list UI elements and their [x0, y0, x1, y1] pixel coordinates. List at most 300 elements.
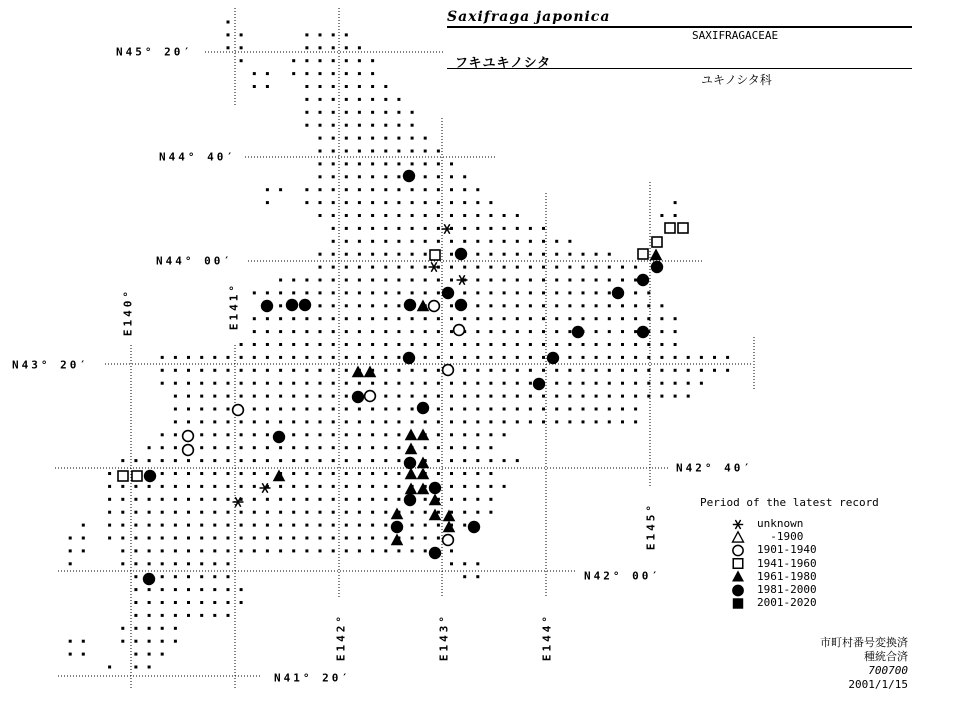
mesh-dot: [463, 395, 466, 398]
mesh-dot: [371, 150, 374, 153]
mesh-dot: [240, 459, 243, 462]
mesh-dot: [542, 291, 545, 294]
mesh-dot: [463, 227, 466, 230]
record-marker-circle-filled[interactable]: [403, 170, 415, 182]
mesh-dot: [437, 382, 440, 385]
mesh-dot: [319, 446, 322, 449]
mesh-dot: [503, 317, 506, 320]
mesh-dot: [371, 408, 374, 411]
record-marker-circle-filled[interactable]: [637, 326, 649, 338]
mesh-dot: [371, 524, 374, 527]
mesh-dot: [345, 175, 348, 178]
mesh-dot: [174, 408, 177, 411]
legend-item: [700, 570, 879, 583]
mesh-dot: [437, 524, 440, 527]
mesh-dot: [253, 330, 256, 333]
mesh-dot: [384, 214, 387, 217]
footer-line: 市町村番号変換済: [820, 636, 908, 649]
mesh-dot: [240, 59, 243, 62]
mesh-dot: [134, 498, 137, 501]
legend-label: unknown: [757, 517, 804, 531]
mesh-dot: [384, 317, 387, 320]
mesh-dot: [292, 524, 295, 527]
mesh-dot: [463, 240, 466, 243]
mesh-dot: [529, 408, 532, 411]
mesh-dot: [476, 498, 479, 501]
mesh-dot: [411, 524, 414, 527]
record-marker-triangle-filled[interactable]: [417, 483, 430, 495]
record-marker-circle-filled[interactable]: [404, 494, 416, 506]
record-marker-circle-filled[interactable]: [637, 274, 649, 286]
record-marker-circle-filled[interactable]: [429, 482, 441, 494]
mesh-dot: [463, 317, 466, 320]
mesh-dot: [358, 433, 361, 436]
mesh-dot: [437, 537, 440, 540]
mesh-dot: [345, 46, 348, 49]
record-marker-circle-filled[interactable]: [612, 287, 624, 299]
mesh-dot: [437, 214, 440, 217]
mesh-dot: [253, 485, 256, 488]
record-marker-triangle-filled: [732, 571, 744, 582]
mesh-dot: [240, 588, 243, 591]
mesh-dot: [345, 137, 348, 140]
record-marker-triangle-filled[interactable]: [429, 509, 442, 521]
mesh-dot: [227, 485, 230, 488]
mesh-dot: [266, 498, 269, 501]
mesh-dot: [397, 124, 400, 127]
record-marker-circle-open[interactable]: [443, 535, 454, 546]
mesh-dot: [213, 485, 216, 488]
record-marker-triangle-filled[interactable]: [417, 468, 430, 480]
record-marker-circle-filled[interactable]: [261, 300, 273, 312]
mesh-dot: [450, 201, 453, 204]
latitude-label: N44° 00′: [156, 254, 233, 268]
mesh-dot: [397, 459, 400, 462]
mesh-dot: [503, 291, 506, 294]
mesh-dot: [187, 420, 190, 423]
mesh-dot: [345, 253, 348, 256]
mesh-dot: [279, 420, 282, 423]
record-marker-circle-filled[interactable]: [455, 248, 467, 260]
legend-symbol-square-open: [728, 556, 748, 570]
mesh-dot: [516, 214, 519, 217]
record-marker-triangle-filled[interactable]: [650, 249, 663, 261]
record-marker-circle-open[interactable]: [183, 445, 194, 456]
mesh-dot: [700, 382, 703, 385]
mesh-dot: [529, 382, 532, 385]
mesh-dot: [345, 111, 348, 114]
mesh-dot: [227, 382, 230, 385]
mesh-dot: [384, 253, 387, 256]
mesh-dot: [161, 653, 164, 656]
mesh-dot: [332, 433, 335, 436]
mesh-dot: [634, 304, 637, 307]
mesh-dot: [240, 433, 243, 436]
record-marker-triangle-filled[interactable]: [273, 470, 286, 482]
mesh-dot: [161, 498, 164, 501]
mesh-dot: [305, 111, 308, 114]
mesh-dot: [121, 485, 124, 488]
mesh-dot: [489, 498, 492, 501]
mesh-dot: [411, 150, 414, 153]
mesh-dot: [332, 382, 335, 385]
mesh-dot: [384, 304, 387, 307]
legend-label: 1901-1940: [757, 543, 817, 557]
mesh-dot: [358, 214, 361, 217]
mesh-dot: [345, 524, 348, 527]
mesh-dot: [108, 511, 111, 514]
record-marker-triangle-filled[interactable]: [443, 521, 456, 533]
mesh-dot: [358, 85, 361, 88]
mesh-dot: [397, 343, 400, 346]
mesh-dot: [503, 227, 506, 230]
mesh-dot: [516, 408, 519, 411]
mesh-dot: [358, 356, 361, 359]
mesh-dot: [200, 614, 203, 617]
mesh-dot: [319, 511, 322, 514]
mesh-dot: [266, 356, 269, 359]
mesh-dot: [384, 175, 387, 178]
mesh-dot: [187, 356, 190, 359]
mesh-dot: [397, 472, 400, 475]
mesh-dot: [332, 227, 335, 230]
mesh-dot: [424, 188, 427, 191]
mesh-dot: [397, 498, 400, 501]
mesh-dot: [108, 472, 111, 475]
record-marker-circle-filled[interactable]: [404, 299, 416, 311]
mesh-dot: [148, 511, 151, 514]
mesh-dot: [595, 330, 598, 333]
mesh-dot: [634, 279, 637, 282]
mesh-dot: [503, 214, 506, 217]
record-marker-square-open[interactable]: [678, 223, 688, 233]
mesh-dot: [397, 408, 400, 411]
mesh-dot: [529, 369, 532, 372]
mesh-dot: [332, 369, 335, 372]
mesh-dot: [319, 162, 322, 165]
mesh-dot: [437, 369, 440, 372]
mesh-dot: [384, 150, 387, 153]
mesh-dot: [384, 240, 387, 243]
record-marker-asterisk[interactable]: [429, 262, 440, 272]
mesh-dot: [200, 408, 203, 411]
record-marker-circle-filled[interactable]: [286, 299, 298, 311]
mesh-dot: [332, 72, 335, 75]
mesh-dot: [371, 214, 374, 217]
mesh-dot: [161, 549, 164, 552]
record-marker-circle-filled[interactable]: [429, 547, 441, 559]
mesh-dot: [108, 498, 111, 501]
record-marker-square-open[interactable]: [665, 223, 675, 233]
mesh-dot: [279, 549, 282, 552]
mesh-dot: [305, 291, 308, 294]
record-marker-circle-open[interactable]: [183, 431, 194, 442]
mesh-dot: [213, 498, 216, 501]
mesh-dot: [253, 382, 256, 385]
mesh-dot: [582, 420, 585, 423]
mesh-dot: [227, 562, 230, 565]
record-marker-circle-filled[interactable]: [391, 521, 403, 533]
legend-label: -1900: [757, 530, 804, 544]
mesh-dot: [82, 549, 85, 552]
mesh-dot: [187, 562, 190, 565]
mesh-dot: [411, 395, 414, 398]
mesh-dot: [384, 446, 387, 449]
mesh-dot: [476, 446, 479, 449]
mesh-dot: [582, 369, 585, 372]
mesh-dot: [358, 317, 361, 320]
mesh-dot: [332, 485, 335, 488]
mesh-dot: [358, 549, 361, 552]
mesh-dot: [253, 549, 256, 552]
record-marker-circle-open[interactable]: [454, 325, 465, 336]
mesh-dot: [371, 240, 374, 243]
mesh-dot: [450, 395, 453, 398]
mesh-dot: [108, 666, 111, 669]
mesh-dot: [384, 279, 387, 282]
record-marker-circle-filled[interactable]: [403, 352, 415, 364]
record-marker-circle-filled[interactable]: [417, 402, 429, 414]
mesh-dot: [345, 356, 348, 359]
mesh-dot: [503, 420, 506, 423]
mesh-dot: [174, 485, 177, 488]
mesh-dot: [266, 72, 269, 75]
record-marker-triangle-filled[interactable]: [405, 443, 418, 455]
mesh-dot: [161, 524, 164, 527]
mesh-dot: [227, 21, 230, 24]
mesh-dot: [700, 356, 703, 359]
mesh-dot: [213, 537, 216, 540]
mesh-dot: [595, 253, 598, 256]
mesh-dot: [253, 72, 256, 75]
mesh-dot: [187, 382, 190, 385]
mesh-dot: [358, 459, 361, 462]
mesh-dot: [476, 395, 479, 398]
mesh-dot: [358, 485, 361, 488]
mesh-dot: [227, 588, 230, 591]
record-marker-triangle-filled[interactable]: [405, 483, 418, 495]
record-marker-circle-filled[interactable]: [404, 457, 416, 469]
mesh-dot: [568, 330, 571, 333]
mesh-dot: [608, 395, 611, 398]
mesh-dot: [213, 575, 216, 578]
mesh-dot: [332, 446, 335, 449]
mesh-dot: [305, 201, 308, 204]
record-marker-circle-filled[interactable]: [651, 261, 663, 273]
mesh-dot: [647, 382, 650, 385]
record-marker-circle-open[interactable]: [443, 365, 454, 376]
mesh-dot: [305, 446, 308, 449]
mesh-dot: [384, 188, 387, 191]
record-marker-circle-open[interactable]: [429, 301, 440, 312]
longitude-label: E140°: [121, 287, 135, 337]
record-marker-triangle-filled[interactable]: [417, 457, 430, 469]
mesh-dot: [450, 266, 453, 269]
record-marker-square-open[interactable]: [638, 249, 648, 259]
record-marker-square-open[interactable]: [430, 250, 440, 260]
mesh-dot: [476, 485, 479, 488]
mesh-dot: [411, 124, 414, 127]
mesh-dot: [384, 330, 387, 333]
mesh-dot: [450, 304, 453, 307]
mesh-dot: [674, 343, 677, 346]
mesh-dot: [345, 124, 348, 127]
record-marker-triangle-filled[interactable]: [364, 366, 377, 378]
record-marker-triangle-filled[interactable]: [352, 366, 365, 378]
record-marker-square-open[interactable]: [132, 471, 142, 481]
record-marker-square-open[interactable]: [652, 237, 662, 247]
record-marker-circle-filled[interactable]: [572, 326, 584, 338]
mesh-dot: [240, 382, 243, 385]
mesh-dot: [411, 330, 414, 333]
record-marker-triangle-filled[interactable]: [391, 508, 404, 520]
record-marker-circle-filled[interactable]: [143, 573, 155, 585]
mesh-dot: [450, 498, 453, 501]
mesh-dot: [555, 266, 558, 269]
mesh-dot: [568, 304, 571, 307]
mesh-dot: [213, 356, 216, 359]
record-marker-circle-open[interactable]: [365, 391, 376, 402]
record-marker-circle-open[interactable]: [233, 405, 244, 416]
record-marker-circle-filled[interactable]: [273, 431, 285, 443]
mesh-dot: [213, 395, 216, 398]
record-marker-asterisk[interactable]: [457, 275, 468, 285]
record-marker-circle-filled[interactable]: [442, 287, 454, 299]
mesh-dot: [161, 537, 164, 540]
mesh-dot: [266, 188, 269, 191]
mesh-dot: [660, 356, 663, 359]
mesh-dot: [358, 240, 361, 243]
mesh-dot: [292, 356, 295, 359]
record-marker-circle-filled[interactable]: [299, 299, 311, 311]
mesh-dot: [279, 304, 282, 307]
mesh-dot: [411, 317, 414, 320]
mesh-dot: [134, 511, 137, 514]
mesh-dot: [476, 575, 479, 578]
mesh-dot: [503, 408, 506, 411]
record-marker-triangle-filled[interactable]: [391, 534, 404, 546]
mesh-dot: [187, 601, 190, 604]
record-marker-circle-filled[interactable]: [468, 521, 480, 533]
mesh-dot: [187, 485, 190, 488]
mesh-dot: [266, 420, 269, 423]
record-marker-triangle-filled[interactable]: [405, 468, 418, 480]
record-marker-circle-filled[interactable]: [547, 352, 559, 364]
record-marker-asterisk[interactable]: [260, 483, 271, 493]
mesh-dot: [516, 291, 519, 294]
mesh-dot: [213, 472, 216, 475]
record-marker-circle-filled[interactable]: [455, 299, 467, 311]
latitude-label: N42° 40′: [676, 461, 753, 475]
mesh-dot: [69, 640, 72, 643]
record-marker-circle-filled[interactable]: [144, 470, 156, 482]
mesh-dot: [568, 279, 571, 282]
mesh-dot: [319, 459, 322, 462]
mesh-dot: [503, 356, 506, 359]
mesh-dot: [437, 446, 440, 449]
mesh-dot: [279, 317, 282, 320]
mesh-dot: [489, 317, 492, 320]
mesh-dot: [200, 485, 203, 488]
mesh-dot: [358, 46, 361, 49]
mesh-dot: [608, 304, 611, 307]
mesh-dot: [332, 356, 335, 359]
mesh-dot: [134, 549, 137, 552]
mesh-dot: [240, 601, 243, 604]
record-marker-triangle-filled[interactable]: [417, 429, 430, 441]
mesh-dot: [187, 588, 190, 591]
japanese-name-underline: [447, 68, 912, 69]
mesh-dot: [213, 588, 216, 591]
mesh-dot: [595, 317, 598, 320]
mesh-dot: [424, 214, 427, 217]
mesh-dot: [371, 266, 374, 269]
mesh-dot: [411, 214, 414, 217]
latitude-label: N45° 20′: [116, 45, 193, 59]
mesh-dot: [411, 266, 414, 269]
mesh-dot: [463, 511, 466, 514]
legend-item: [700, 530, 879, 543]
mesh-dot: [319, 395, 322, 398]
mesh-dot: [634, 382, 637, 385]
mesh-dot: [397, 279, 400, 282]
mesh-dot: [384, 369, 387, 372]
mesh-dot: [319, 201, 322, 204]
mesh-dot: [266, 330, 269, 333]
record-marker-triangle-filled[interactable]: [443, 510, 456, 522]
mesh-dot: [332, 124, 335, 127]
record-marker-circle-filled[interactable]: [533, 378, 545, 390]
mesh-dot: [450, 562, 453, 565]
mesh-dot: [608, 266, 611, 269]
mesh-dot: [345, 59, 348, 62]
legend-item: [700, 596, 879, 609]
mesh-dot: [411, 420, 414, 423]
mesh-dot: [69, 562, 72, 565]
mesh-dot: [292, 446, 295, 449]
mesh-dot: [634, 356, 637, 359]
mesh-dot: [647, 356, 650, 359]
mesh-dot: [305, 98, 308, 101]
mesh-dot: [424, 498, 427, 501]
mesh-dot: [437, 420, 440, 423]
mesh-dot: [424, 511, 427, 514]
record-marker-triangle-filled[interactable]: [405, 429, 418, 441]
mesh-dot: [292, 408, 295, 411]
mesh-dot: [332, 498, 335, 501]
mesh-dot: [253, 498, 256, 501]
record-marker-circle-filled[interactable]: [352, 391, 364, 403]
mesh-dot: [319, 72, 322, 75]
mesh-dot: [240, 485, 243, 488]
mesh-dot: [358, 227, 361, 230]
record-marker-asterisk[interactable]: [442, 224, 453, 234]
mesh-dot: [305, 485, 308, 488]
mesh-dot: [332, 98, 335, 101]
mesh-dot: [529, 227, 532, 230]
record-marker-square-open[interactable]: [118, 471, 128, 481]
mesh-dot: [319, 291, 322, 294]
mesh-dot: [319, 279, 322, 282]
mesh-dot: [371, 343, 374, 346]
record-marker-triangle-filled[interactable]: [417, 300, 430, 312]
mesh-dot: [148, 640, 151, 643]
mesh-dot: [621, 266, 624, 269]
mesh-dot: [463, 446, 466, 449]
mesh-dot: [161, 511, 164, 514]
mesh-dot: [568, 356, 571, 359]
mesh-dot: [568, 266, 571, 269]
